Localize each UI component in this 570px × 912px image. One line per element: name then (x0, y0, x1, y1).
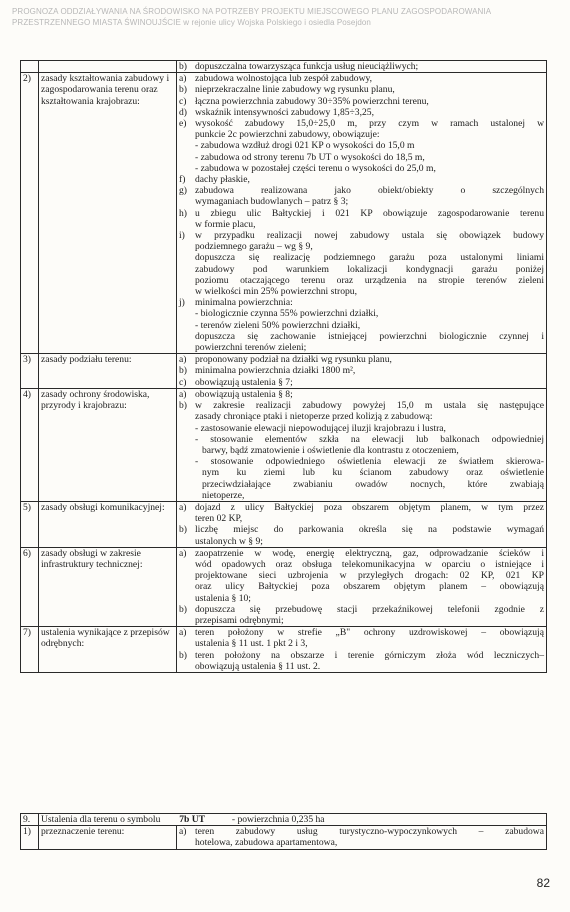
text-line: obowiązują ustalenia § 7; (195, 376, 293, 388)
item-text (195, 627, 544, 649)
item-text (195, 502, 544, 524)
table-row (21, 627, 547, 673)
text-line: poziomu otaczającego terenu oraz urządzenia na stropie terenów zieleni (195, 274, 544, 286)
item-letter: j) (179, 297, 185, 309)
text-line: nietoperze, (202, 489, 245, 501)
text-line: teren 02 KP, (195, 513, 243, 525)
text-line: przepisami odrębnymi; (195, 614, 284, 626)
item-text (195, 61, 544, 72)
section-symbol: 7b UT (179, 814, 206, 825)
list-item (179, 354, 544, 365)
text-line: ustalenia § 11 ust. 1 pkt 2 i 3, (195, 638, 308, 650)
item-letter: f) (179, 174, 186, 186)
list-item (179, 365, 544, 376)
list-item (179, 650, 544, 672)
section-area: - powierzchnia 0,235 ha (231, 814, 325, 825)
row-number: 2) (21, 73, 39, 354)
text-line: projektowane sieci uzbrojenia w przyległych drogach: 02 KP, 021 KP (195, 570, 544, 582)
row-label: zasady kształtowania zabudowy i zagospodarowania terenu oraz kształtowania krajobrazu: (39, 73, 177, 354)
text-line: dachy płaskie, (195, 174, 250, 186)
text-line: zabudowy pod warunkiem lokalizacji kondygnacji garażu poniżej (195, 263, 544, 275)
table-row (21, 73, 547, 354)
table-row (21, 61, 547, 73)
item-letter: c) (179, 95, 187, 107)
list-item (179, 377, 544, 388)
row-content (177, 547, 547, 626)
text-line: proponowany podział na działki wg rysunku planu, (195, 354, 392, 366)
list-item (179, 502, 544, 524)
text-line: hotelowa, zabudowa apartamentowa, (195, 837, 338, 849)
text-line: dopuszczalna towarzysząca funkcja usług nieuciążliwych; (195, 61, 419, 72)
text-line: dopuszcza się zachowanie istniejącej powierzchni biologicznie czynnej i (195, 330, 544, 342)
text-line: powierzchni terenów zieleni; (195, 342, 307, 354)
item-letter: a) (179, 501, 187, 513)
list-item (179, 297, 544, 353)
list-item (179, 627, 544, 649)
table-row (21, 826, 547, 849)
list-item (179, 84, 544, 95)
item-letter: a) (179, 354, 187, 366)
text-line: minimalna powierzchnia: (195, 297, 293, 309)
text-line: u zbiegu ulic Bałtyckiej i 021 KP obowiązuje zagospodarowanie terenu (195, 207, 544, 219)
text-line: zabudowa wolnostojąca lub zespół zabudowy, (195, 73, 373, 85)
text-line: obowiązują ustalenia § 11 ust. 2. (195, 660, 321, 672)
text-line: - biologicznie czynna 55% powierzchni działki, (195, 308, 379, 320)
item-letter: b) (179, 365, 187, 377)
text-line: przeciwdziałające zwabianiu owadów nocnych, które zwabiają (202, 478, 544, 490)
text-line: barwy, bądź zmatowienie i oświetlenie dla kontrastu z otoczeniem, (202, 444, 459, 456)
text-line: - stosowanie odpowiedniego oświetlenia elewacji ze światłem skierowa- (195, 456, 544, 468)
row-label: zasady ochrony środowiska, przyrody i krajobrazu: (39, 388, 177, 501)
list-item (179, 61, 544, 72)
list-item (179, 389, 544, 400)
list-item (179, 400, 544, 501)
text-line: dopuszcza się przebudowę stacji przekaźnikowej telefonii zgodnie z (195, 603, 544, 615)
item-letter: d) (179, 106, 187, 118)
item-text (195, 377, 544, 388)
table-row (21, 501, 547, 547)
text-line: teren zabudowy usług turystyczno-wypoczynkowych – zabudowa (195, 826, 544, 838)
text-line: - zabudowa od strony terenu 7b UT o wysokości do 18,5 m, (195, 151, 425, 163)
text-line: wysokość zabudowy 15,0÷25,0 m, przy czym w ramach ustalonej w (195, 118, 544, 130)
text-line: obowiązują ustalenia § 8; (195, 388, 293, 400)
text-line: dojazd z ulicy Bałtyckiej poza obszarem objętym planem, w tym przez (195, 501, 544, 513)
text-line: - stosowanie elementów szkła na elewacji lub balkonach odpowiedniej (195, 433, 544, 445)
text-line: w przypadku realizacji nowej zabudowy ustala się obowiązek budowy (195, 230, 544, 242)
text-line: - terenów zieleni 50% powierzchni działki, (195, 319, 361, 331)
text-line: nym ku ziemi lub ku ścianom zabudowy oraz oświetlenie (202, 467, 544, 479)
item-text (195, 604, 544, 626)
text-line: zaopatrzenie w wodę, energię elektryczną, gaz, odprowadzanie ścieków i (195, 547, 544, 559)
section-9-table (20, 813, 547, 850)
item-text (195, 96, 544, 107)
text-line: w formie placu, (195, 218, 256, 230)
section-heading-row (21, 814, 547, 826)
item-letter: b) (179, 61, 187, 72)
text-line: wskaźnik intensywności zabudowy 1,85÷3,25, (195, 106, 374, 118)
item-text (195, 389, 544, 400)
row-content (177, 388, 547, 501)
text-line: wód opadowych oraz obsługa telekomunikacyjna w oparciu o istniejące i (195, 558, 544, 570)
row-label: zasady obsługi w zakresie infrastruktury technicznej: (39, 547, 177, 626)
list-item (179, 548, 544, 604)
item-text (195, 185, 544, 207)
text-line: podziemnego garażu – wg § 9, (195, 241, 313, 253)
list-item (179, 524, 544, 546)
table-row (21, 388, 547, 501)
table-row (21, 354, 547, 389)
row-label: zasady obsługi komunikacyjnej: (39, 501, 177, 547)
list-item (179, 826, 544, 848)
row-content (177, 354, 547, 389)
item-text (195, 354, 544, 365)
text-line: teren położony na obszarze i terenie górniczym złoża wód leczniczych– (195, 649, 544, 661)
item-letter: a) (179, 388, 187, 400)
item-text (195, 365, 544, 376)
text-line: liczbę miejsc do parkowania określa się na podstawie wymagań (195, 524, 544, 536)
item-letter: g) (179, 185, 187, 197)
row-content (177, 61, 547, 73)
row-number: 3) (21, 354, 39, 389)
item-text (195, 73, 544, 84)
row-number (21, 61, 39, 73)
item-letter: a) (179, 627, 187, 639)
text-line: - zastosowanie elewacji niepowodującej iluzji krajobrazu i lustra, (195, 422, 446, 434)
item-text (195, 297, 544, 353)
list-item (179, 604, 544, 626)
text-line: oraz ulicy Bałtyckiej poza obszarem objętym planem – obowiązują (195, 581, 544, 593)
item-text (195, 400, 544, 501)
item-letter: h) (179, 207, 187, 219)
item-text (195, 548, 544, 604)
regulations-table (20, 60, 547, 673)
list-item (179, 230, 544, 297)
item-text (195, 208, 544, 230)
page-number: 82 (536, 876, 550, 890)
row-content (177, 826, 547, 849)
section-number: 9. (21, 814, 39, 826)
text-line: punkcie 2c powierzchni zabudowy, obowiązuje: (195, 129, 380, 141)
section-title: Ustalenia dla terenu o symbolu (41, 814, 161, 825)
text-line: nieprzekraczalne linie zabudowy wg rysunku planu, (195, 84, 395, 96)
row-label: przeznaczenie terenu: (39, 826, 177, 849)
text-line: dopuszcza się realizację podziemnego garażu poza ustalonymi liniami (195, 252, 544, 264)
row-content (177, 73, 547, 354)
row-label: ustalenia wynikające z przepisów odrębnych: (39, 627, 177, 673)
item-text (195, 84, 544, 95)
item-letter: b) (179, 84, 187, 96)
item-letter: e) (179, 118, 187, 130)
row-number: 4) (21, 388, 39, 501)
item-text (195, 826, 544, 848)
item-letter: i) (179, 230, 185, 242)
header-line-2: PRZESTRZENNEGO MIASTA ŚWINOUJŚCIE w rejonie ulicy Wojska Polskiego i osiedla Posejdon (12, 18, 371, 27)
item-letter: b) (179, 400, 187, 412)
row-label: zasady podziału terenu: (39, 354, 177, 389)
item-letter: b) (179, 603, 187, 615)
item-text (195, 107, 544, 118)
text-line: zabudowa realizowana jako obiekt/obiekty o szczególnych (195, 185, 544, 197)
text-line: ustalonych w § 9; (195, 535, 263, 547)
text-line: - zabudowa w pozostałej części terenu o wysokości do 25,0 m, (195, 162, 436, 174)
section-heading (39, 814, 547, 826)
text-line: zasady chroniące ptaki i nietoperze przed kolizją z zabudową: (195, 411, 433, 423)
text-line: wymaganiach budowlanych – patrz § 3; (195, 196, 349, 208)
item-text (195, 524, 544, 546)
row-label (39, 61, 177, 73)
row-number: 5) (21, 501, 39, 547)
list-item (179, 185, 544, 207)
item-letter: a) (179, 73, 187, 85)
item-letter: a) (179, 547, 187, 559)
list-item (179, 107, 544, 118)
text-line: w wielkości min 25% powierzchni stropu, (195, 286, 357, 298)
item-letter: b) (179, 524, 187, 536)
text-line: w zakresie realizacji zabudowy powyżej 15,0 m ustala się następujące (195, 400, 544, 412)
item-letter: b) (179, 649, 187, 661)
row-number: 7) (21, 627, 39, 673)
item-text (195, 230, 544, 297)
item-text (195, 118, 544, 174)
list-item (179, 118, 544, 174)
list-item (179, 208, 544, 230)
text-line: teren położony w strefie „B" ochrony uzdrowiskowej – obowiązują (195, 627, 544, 639)
table-row (21, 547, 547, 626)
header-line-1: PROGNOZA ODDZIAŁYWANIA NA ŚRODOWISKO NA POTRZEBY PROJEKTU MIEJSCOWEGO PLANU ZAGOSPODAROWANIA (12, 7, 492, 16)
row-content (177, 627, 547, 673)
document-header (12, 6, 552, 28)
row-number: 1) (21, 826, 39, 849)
text-line: łączna powierzchnia zabudowy 30÷35% powierzchni terenu, (195, 95, 429, 107)
list-item (179, 96, 544, 107)
item-letter: c) (179, 376, 187, 388)
text-line: minimalna powierzchnia działki 1800 m², (195, 365, 356, 377)
list-item (179, 174, 544, 185)
item-text (195, 174, 544, 185)
text-line: ustalenia § 10; (195, 592, 251, 604)
item-letter: a) (179, 826, 187, 838)
item-text (195, 650, 544, 672)
list-item (179, 73, 544, 84)
row-content (177, 501, 547, 547)
text-line: - zabudowa wzdłuż drogi 021 KP o wysokości do 15,0 m (195, 140, 415, 152)
row-number: 6) (21, 547, 39, 626)
